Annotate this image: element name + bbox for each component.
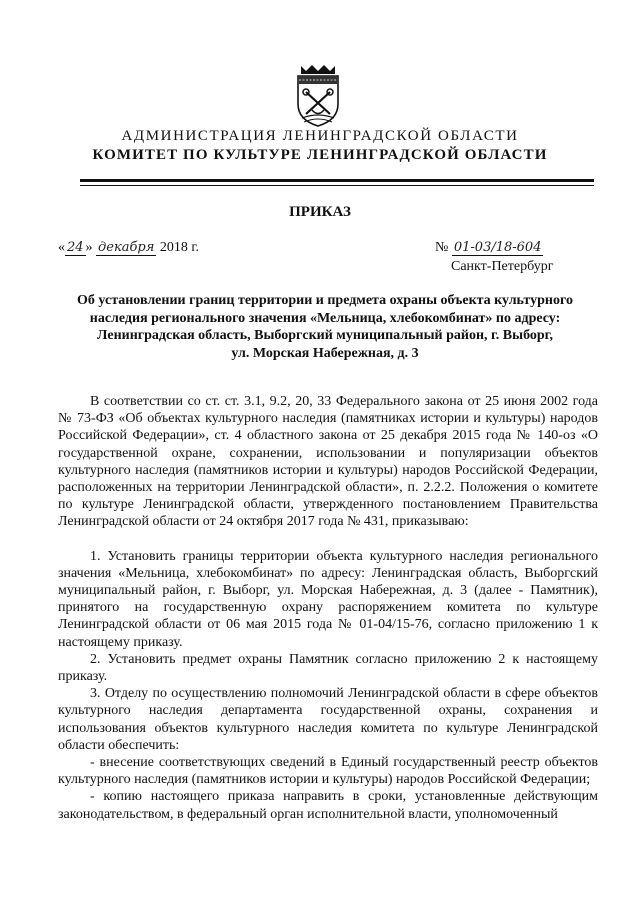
- date-day: 24: [67, 240, 84, 255]
- clause-2: 2. Установить предмет охраны Памятник согласно приложению 2 к настоящему приказу.: [58, 651, 598, 685]
- subject-line: Ленинградская область, Выборгский муниципальный район, г. Выборг,: [97, 328, 553, 343]
- order-date: [58, 240, 199, 256]
- org-name-administration: АДМИНИСТРАЦИЯ ЛЕНИНГРАДСКОЙ ОБЛАСТИ: [121, 128, 519, 144]
- number-label: №: [435, 240, 449, 255]
- subject-line: ул. Морская Набережная, д. 3: [231, 345, 419, 361]
- order-body: [58, 393, 598, 823]
- clause-3-subitem: - внесение соответствующих сведений в Единый государственный реестр объектов культурного наследия (памятников истории и культуры) народов Российской Федерации;: [58, 755, 598, 788]
- clause-3-subitem: - копию настоящего приказа направить в сроки, установленные действующим законодательством, в федеральный орган исполнительной власти, уполномоченный: [58, 789, 598, 822]
- header-divider-thick: [80, 179, 594, 182]
- order-city: Санкт-Петербург: [451, 259, 554, 274]
- clause-1: 1. Установить границы территории объекта культурного наследия регионального значения «Мельница, хлебокомбинат» по адресу: Ленинградская область, Выборгский муниципальный район, г. Выборг, ул. Морская Набережная, д. 3 (далее - Памятник), принятого на государственную охрану распоряжением комитета по культуре Ленинградской области от 06 мая 2015 года № 01-04/15-76, согласно приложению 1 к настоящему приказу.: [58, 548, 598, 650]
- subject-line: наследия регионального значения «Мельница, хлебокомбинат» по адресу:: [89, 310, 561, 326]
- subject-line: Об установлении границ территории и предмета охраны объекта культурного: [77, 293, 573, 308]
- date-year: 2018 г.: [159, 240, 200, 255]
- date-quote-close: »: [85, 240, 93, 255]
- order-number: [435, 240, 543, 256]
- coat-of-arms-icon: [292, 62, 344, 128]
- org-name-committee: КОМИТЕТ ПО КУЛЬТУРЕ ЛЕНИНГРАДСКОЙ ОБЛАСТИ: [92, 147, 548, 163]
- date-quote-open: «: [58, 240, 65, 255]
- date-month: декабря: [98, 240, 155, 255]
- document-title: ПРИКАЗ: [289, 204, 351, 220]
- preamble-paragraph: В соответствии со ст. ст. 3.1, 9.2, 20, 33 Федерального закона от 25 июня 2002 года № 73-ФЗ «Об объектах культурного наследия (памятниках истории и культуры) народов Российской Федерации», ст. 4 областного закона от 25 декабря 2015 года № 140-оз «О государственной охране, сохранении, использовании и популяризации объектов культурного наследия (памятников истории и культуры) народов Российской Федерации, расположенных на территории Ленинградской области», п. 2.2.2. Положения о комитете по культуре Ленинградской области, утвержденного постановлением Правительства Ленинградской области от 24 октября 2017 года № 431, приказываю:: [58, 394, 598, 530]
- number-value: 01-03/18-604: [453, 240, 542, 255]
- header-divider-thin: [80, 185, 594, 186]
- clause-3: 3. Отделу по осуществлению полномочий Ленинградской области в сфере объектов культурного наследия департамента государственной охраны, сохранения и использования объектов культурного наследия комитета по культуре Ленинградской области обеспечить:: [58, 686, 598, 753]
- order-subject: [60, 292, 590, 362]
